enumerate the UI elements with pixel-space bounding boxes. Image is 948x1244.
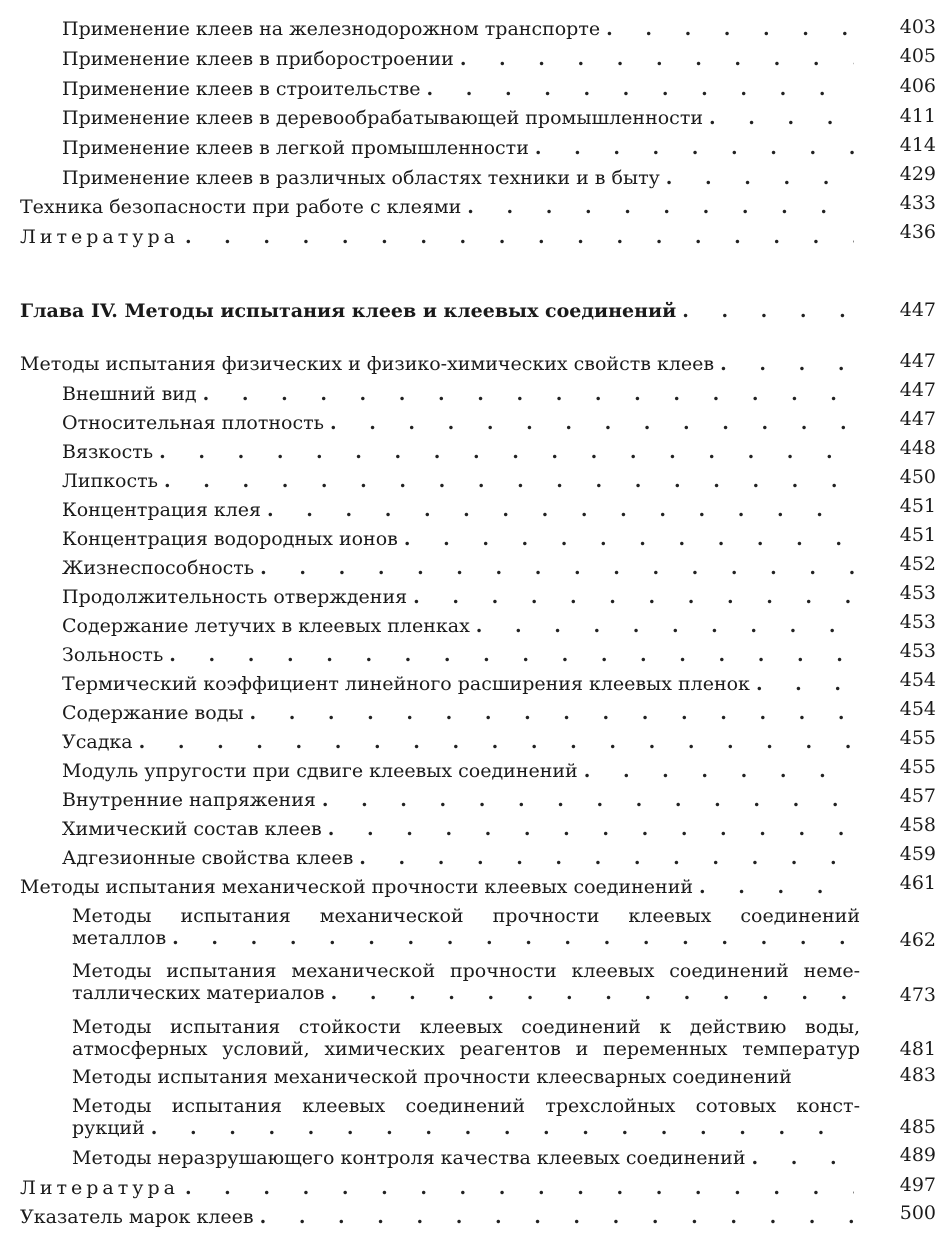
- leader-dots: [720, 353, 854, 375]
- toc-page-number: 489: [899, 1144, 936, 1166]
- toc-entry-title: Концентрация водородных ионов: [62, 528, 398, 550]
- toc-page-number: 481: [899, 1038, 936, 1060]
- toc-page-number: 403: [899, 16, 936, 38]
- toc-page-number: 457: [899, 785, 936, 807]
- toc-entry: [62, 731, 860, 753]
- toc-page-number: 458: [899, 814, 936, 836]
- toc-page-number: 436: [899, 221, 936, 243]
- toc-entry-title: Методы неразрушающего контроля качества клеевых соединений: [72, 1147, 746, 1169]
- leader-dots: [359, 847, 854, 869]
- toc-entry-title: Содержание воды: [62, 702, 244, 724]
- toc-entry: [62, 557, 860, 579]
- toc-page-number: 462: [899, 929, 936, 951]
- leader-dots: [752, 1147, 855, 1169]
- toc-page-number: 447: [899, 299, 936, 321]
- toc-entry-title: Термический коэффициент линейного расширения клеевых пленок: [62, 673, 750, 695]
- toc-page-number: 433: [899, 192, 936, 214]
- leader-dots: [267, 499, 854, 521]
- toc-page-number: 497: [899, 1174, 936, 1196]
- toc-page-number: 452: [899, 553, 936, 575]
- leader-dots: [606, 18, 854, 40]
- toc-entry-title: Внутренние напряжения: [62, 789, 316, 811]
- toc-entry: [62, 818, 860, 840]
- toc-page-number: 405: [899, 45, 936, 67]
- toc-entry-title: Применение клеев в легкой промышленности: [62, 137, 529, 159]
- toc-entry: [62, 528, 860, 550]
- toc-page-number: 455: [899, 727, 936, 749]
- leader-dots: [249, 702, 854, 724]
- toc-entry-title: Методы испытания механической прочности клеесварных соединений: [72, 1066, 792, 1088]
- leader-dots: [699, 876, 854, 898]
- toc-page-number: 453: [899, 582, 936, 604]
- toc-page-number: 451: [899, 524, 936, 546]
- toc-entry: [62, 586, 860, 608]
- leader-dots: [260, 1206, 854, 1228]
- leader-dots: [413, 586, 854, 608]
- toc-page-number: 483: [899, 1064, 936, 1086]
- toc-page-number: 455: [899, 756, 936, 778]
- leader-dots: [331, 982, 854, 1004]
- leader-dots: [185, 226, 854, 248]
- toc-page-number: 451: [899, 495, 936, 517]
- toc-entry-title: Применение клеев в различных областях техники и в быту: [62, 167, 660, 189]
- toc-page-number: 406: [899, 75, 936, 97]
- toc-entry-title-line1: Методы испытания механической прочности клеевых соединений неме-: [72, 960, 860, 982]
- toc-page-number: 447: [899, 379, 936, 401]
- toc-entry: [62, 18, 860, 40]
- toc-entry: [62, 107, 860, 129]
- toc-entry: [72, 1016, 860, 1060]
- toc-entry-title: Содержание летучих в клеевых пленках: [62, 615, 470, 637]
- toc-page-number: 453: [899, 640, 936, 662]
- toc-page-number: 459: [899, 843, 936, 865]
- toc-entry: [62, 383, 860, 405]
- toc-page-number: 414: [899, 134, 936, 156]
- toc-entry: [62, 673, 860, 695]
- toc-page-number: 447: [899, 350, 936, 372]
- toc-entry-title: Химический состав клеев: [62, 818, 322, 840]
- toc-entry: [62, 412, 860, 434]
- toc-entry-title: Применение клеев в деревообрабатывающей промышленности: [62, 107, 703, 129]
- toc-entry-title-line2: рукций: [72, 1117, 145, 1139]
- leader-dots: [151, 1117, 854, 1139]
- leader-dots: [467, 196, 854, 218]
- chapter-heading: [20, 300, 860, 322]
- toc-entry-title-line2: металлов: [72, 927, 167, 949]
- toc-entry-title: Литература: [20, 1177, 179, 1199]
- toc-entry-title: Внешний вид: [62, 383, 197, 405]
- leader-dots: [427, 78, 854, 100]
- leader-dots: [682, 300, 854, 322]
- toc-entry: [20, 1177, 860, 1199]
- leader-dots: [139, 731, 854, 753]
- toc-entry: [62, 615, 860, 637]
- toc-entry-title: Относительная плотность: [62, 412, 324, 434]
- leader-dots: [330, 412, 854, 434]
- toc-entry: [20, 226, 860, 248]
- toc-entry: [62, 441, 860, 463]
- leader-dots: [404, 528, 854, 550]
- toc-entry: [20, 1206, 860, 1228]
- toc-page-number: 411: [899, 105, 936, 127]
- toc-page-number: 461: [899, 872, 936, 894]
- leader-dots: [584, 760, 854, 782]
- toc-entry: [62, 48, 860, 70]
- toc-page-number: 429: [899, 163, 936, 185]
- toc-entry: [20, 876, 860, 898]
- toc-entry: [72, 1147, 860, 1169]
- toc-entry: [72, 905, 860, 949]
- toc-page-number: 448: [899, 437, 936, 459]
- toc-entry-title: Методы испытания физических и физико-химических свойств клеев: [20, 353, 715, 375]
- toc-entry-title-line1: Методы испытания механической прочности клеевых соединений: [72, 905, 860, 927]
- toc-entry-title: Техника безопасности при работе с клеями: [20, 196, 462, 218]
- toc-entry-title: Вязкость: [62, 441, 154, 463]
- toc-entry: [62, 137, 860, 159]
- toc-entry-title-line1: Методы испытания клеевых соединений трехслойных сотовых конст-: [72, 1095, 860, 1117]
- toc-entry: [20, 353, 860, 375]
- toc-page-number: 447: [899, 408, 936, 430]
- toc-entry-title: Применение клеев в приборостроении: [62, 48, 454, 70]
- leader-dots: [203, 383, 854, 405]
- toc-entry-title: Применение клеев на железнодорожном транспорте: [62, 18, 601, 40]
- toc-page-number: 473: [899, 984, 936, 1006]
- leader-dots: [260, 557, 854, 579]
- toc-entry-title: Жизнеспособность: [62, 557, 255, 579]
- toc-entry-title: Применение клеев в строительстве: [62, 78, 421, 100]
- toc-page-number: 485: [899, 1116, 936, 1138]
- toc-page-number: 450: [899, 466, 936, 488]
- toc-entry: [62, 760, 860, 782]
- leader-dots: [185, 1177, 854, 1199]
- toc-entry: [62, 78, 860, 100]
- leader-dots: [159, 441, 854, 463]
- toc-page-number: 453: [899, 611, 936, 633]
- toc-entry-title: Продолжительность отверждения: [62, 586, 408, 608]
- toc-entry: [20, 196, 860, 218]
- leader-dots: [169, 644, 854, 666]
- toc-entry-title: Зольность: [62, 644, 164, 666]
- leader-dots: [460, 48, 854, 70]
- toc-entry-title: Указатель марок клеев: [20, 1206, 254, 1228]
- leader-dots: [476, 615, 854, 637]
- toc-entry: [62, 167, 860, 189]
- toc-entry: [62, 789, 860, 811]
- toc-entry-title: Модуль упругости при сдвиге клеевых соединений: [62, 760, 578, 782]
- toc-entry: [62, 847, 860, 869]
- leader-dots: [756, 673, 854, 695]
- leader-dots: [666, 167, 854, 189]
- toc-entry-title-line2: таллических материалов: [72, 982, 325, 1004]
- toc-entry: [62, 644, 860, 666]
- toc-entry-title-line1: Методы испытания стойкости клеевых соединений к действию воды,: [72, 1016, 860, 1038]
- toc-entry: [72, 960, 860, 1004]
- toc-entry: [62, 470, 860, 492]
- leader-dots: [322, 789, 854, 811]
- toc-entry-title: Концентрация клея: [62, 499, 262, 521]
- toc-page-number: 454: [899, 698, 936, 720]
- toc-entry: [72, 1095, 860, 1139]
- toc-page-number: 454: [899, 669, 936, 691]
- leader-dots: [172, 927, 854, 949]
- toc-entry-title: Литература: [20, 226, 179, 248]
- toc-entry-title: Методы испытания механической прочности клеевых соединений: [20, 876, 694, 898]
- toc-page-number: 500: [899, 1202, 936, 1224]
- toc-entry: [62, 499, 860, 521]
- toc-entry-title: Адгезионные свойства клеев: [62, 847, 354, 869]
- leader-dots: [328, 818, 854, 840]
- toc-entry: [62, 702, 860, 724]
- toc-entry-title-line2: атмосферных условий, химических реагентов и переменных температур: [72, 1038, 860, 1060]
- leader-dots: [535, 137, 854, 159]
- toc-entry-title: Усадка: [62, 731, 133, 753]
- toc-entry-title: Глава IV. Методы испытания клеев и клеевых соединений: [20, 300, 677, 322]
- toc-entry-title: Липкость: [62, 470, 158, 492]
- leader-dots: [709, 107, 854, 129]
- leader-dots: [164, 470, 854, 492]
- toc-entry: [72, 1066, 860, 1088]
